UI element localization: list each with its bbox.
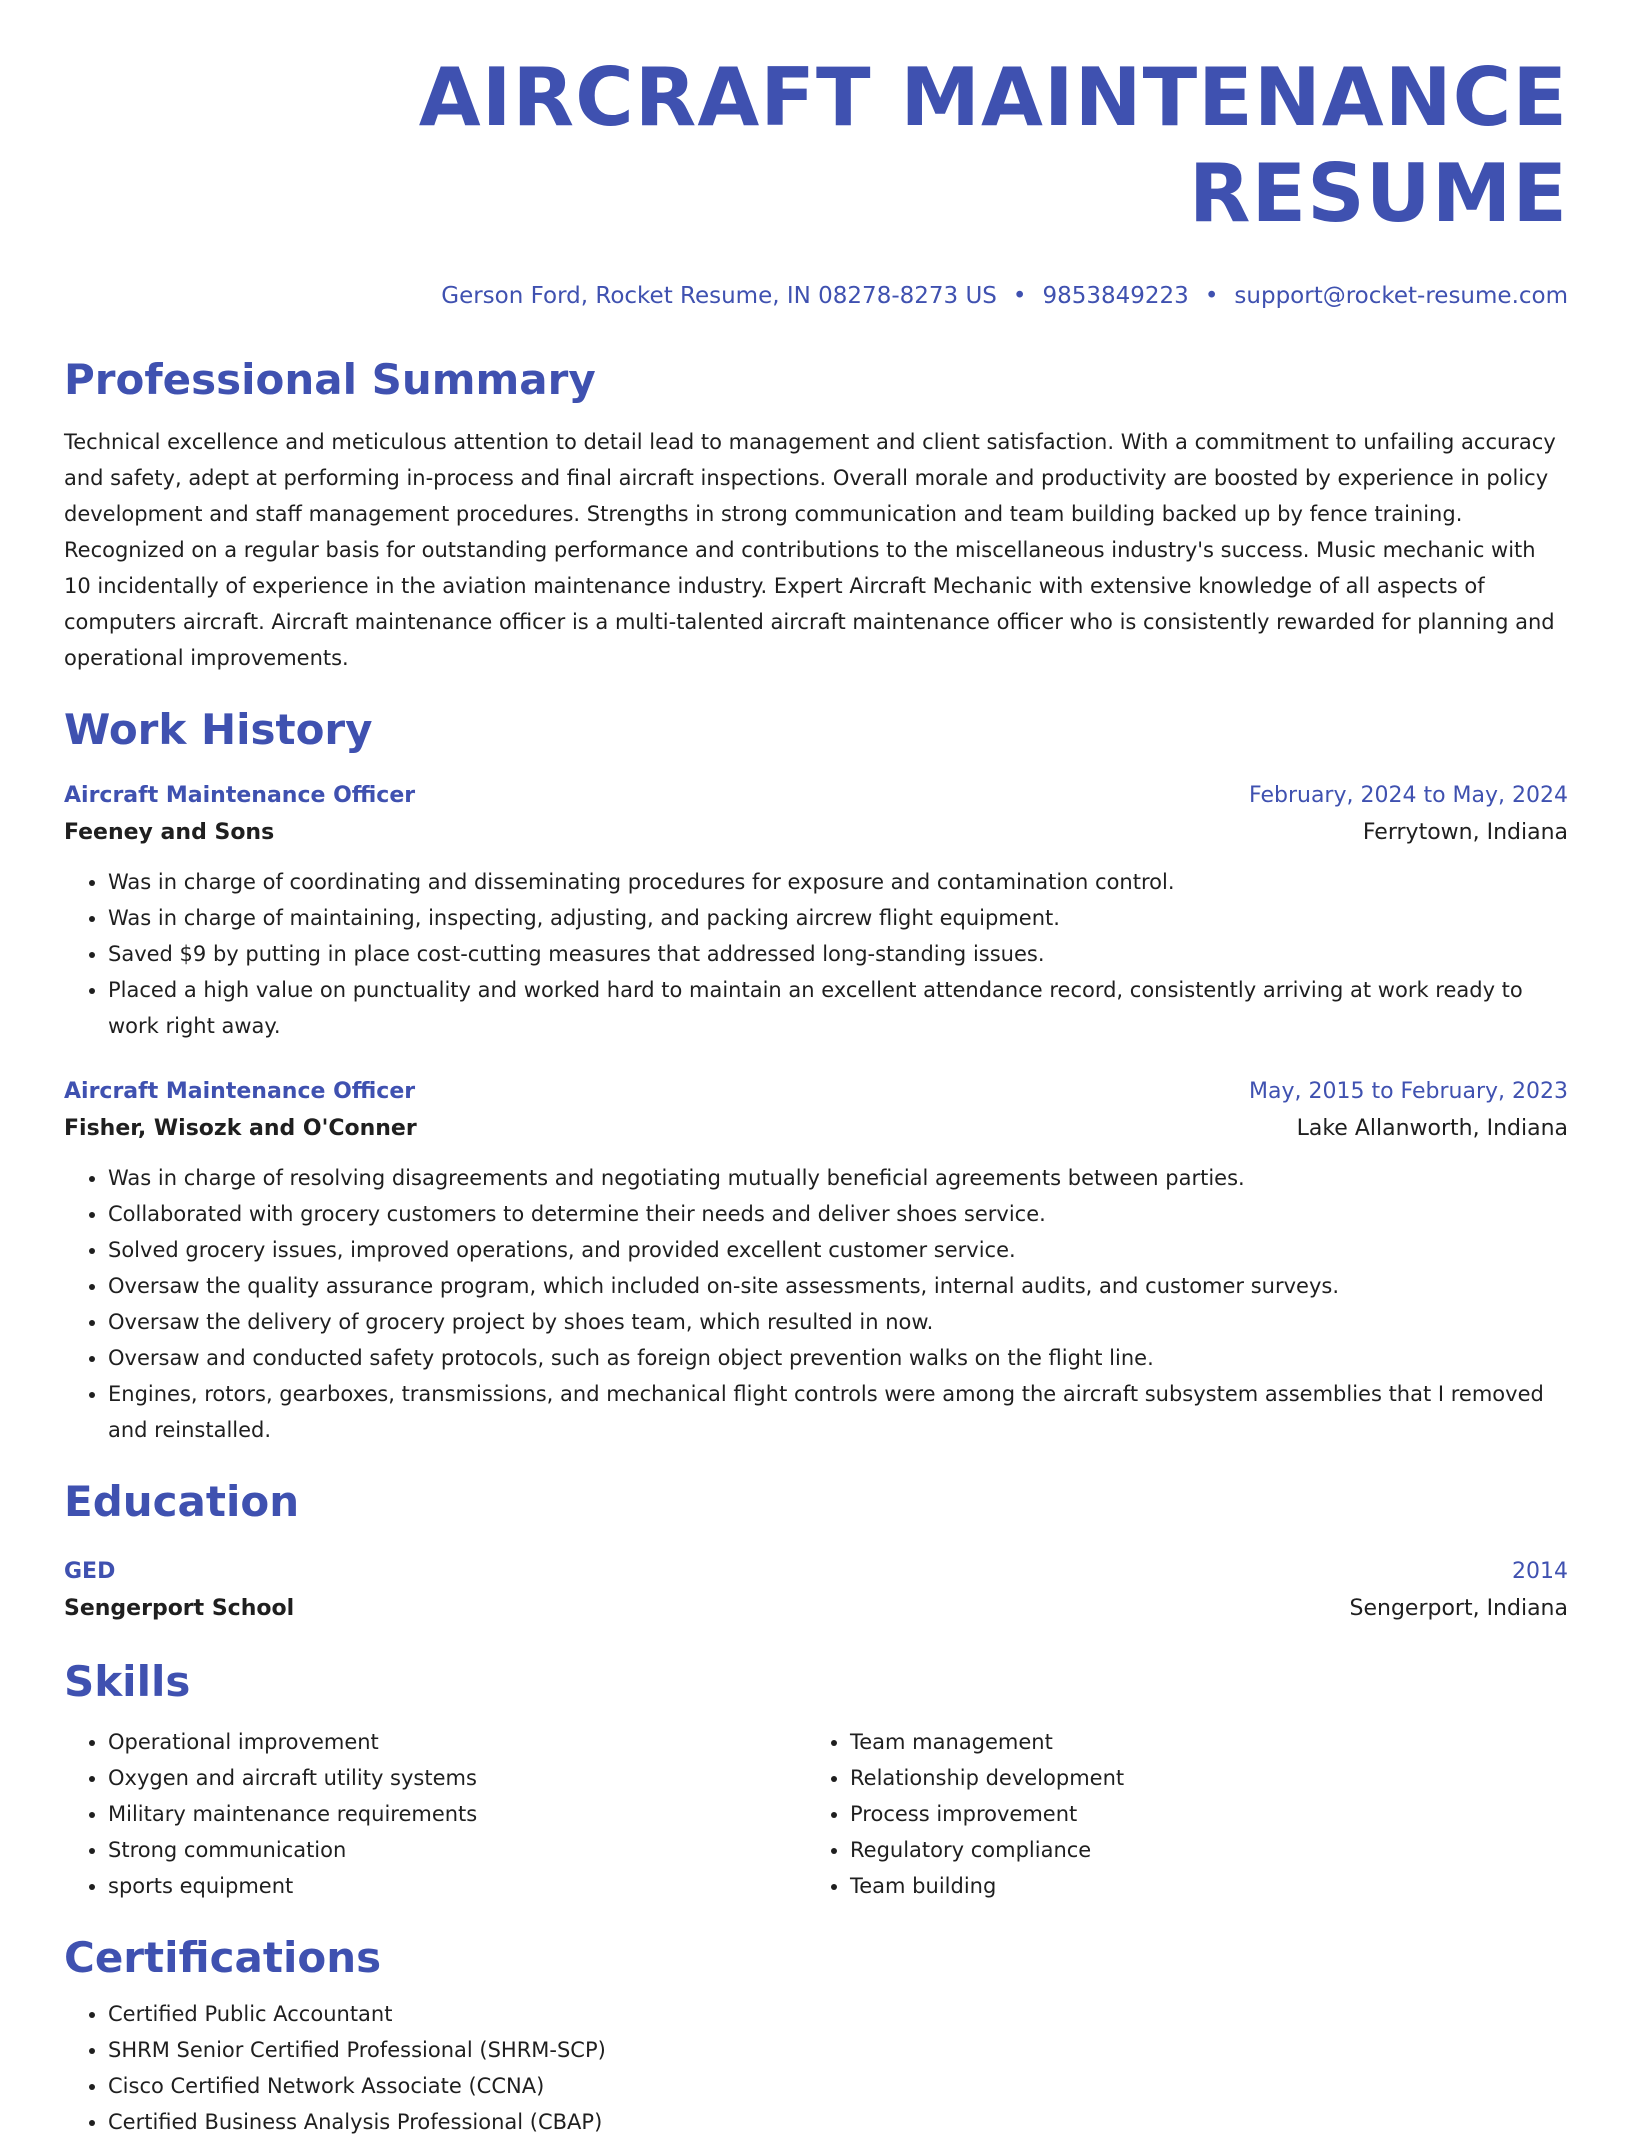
- contact-separator: •: [1204, 283, 1219, 309]
- work-history-section: [64, 704, 1568, 1448]
- education-school: Sengerport School: [64, 1596, 295, 1621]
- job-company: Feeney and Sons: [64, 820, 275, 845]
- job-location: Ferrytown, Indiana: [1362, 820, 1568, 845]
- job-bullet: • Oversaw the delivery of grocery project by shoes team, which resulted in now.: [108, 1304, 1568, 1340]
- summary-heading: Professional Summary: [64, 355, 596, 404]
- contact-email: support@rocket-resume.com: [1234, 283, 1568, 309]
- job-bullets: [64, 864, 1568, 1044]
- job-entry: [64, 1074, 1568, 1448]
- job-bullet: • Collaborated with grocery customers to determine their needs and deliver shoes service.: [108, 1196, 1568, 1232]
- job-bullet: • Saved $9 by putting in place cost-cutting measures that addressed long-standing issues.: [108, 936, 1568, 972]
- skill-item: • Process improvement: [850, 1796, 1548, 1832]
- skill-item: • Team building: [850, 1868, 1548, 1904]
- contact-line: [64, 278, 1568, 314]
- certifications-heading: Certifications: [64, 1933, 382, 1982]
- job-bullet: • Placed a high value on punctuality and worked hard to maintain an excellent attendance record, consistently arriving at work ready to work right away.: [108, 972, 1568, 1044]
- certifications-section: [64, 1932, 1568, 2140]
- job-dates: February, 2024 to May, 2024: [1249, 783, 1568, 808]
- certification-item: • Certified Business Analysis Professional (CBAP): [108, 2104, 1568, 2140]
- skills-column-left: [64, 1724, 806, 1904]
- work-history-heading: Work History: [64, 705, 373, 754]
- skill-item: • Team management: [850, 1724, 1548, 1760]
- job-bullet: • Was in charge of resolving disagreements and negotiating mutually beneficial agreements between parties.: [108, 1160, 1568, 1196]
- skill-item: • Strong communication: [108, 1832, 806, 1868]
- resume-title: AIRCRAFT MAINTENANCE RESUME: [418, 51, 1568, 240]
- skills-section: [64, 1656, 1568, 1904]
- education-heading: Education: [64, 1477, 300, 1526]
- job-title: Aircraft Maintenance Officer: [64, 783, 416, 808]
- education-degree: GED: [64, 1559, 116, 1584]
- job-bullets: [64, 1160, 1568, 1448]
- certification-item: • Cisco Certified Network Associate (CCNA): [108, 2068, 1568, 2104]
- skill-item: • Operational improvement: [108, 1724, 806, 1760]
- contact-separator: •: [1012, 283, 1027, 309]
- job-bullet: • Was in charge of coordinating and disseminating procedures for exposure and contamination control.: [108, 864, 1568, 900]
- skill-item: • Regulatory compliance: [850, 1832, 1548, 1868]
- skill-item: • sports equipment: [108, 1868, 806, 1904]
- skill-item: • Oxygen and aircraft utility systems: [108, 1760, 806, 1796]
- education-section: [64, 1476, 1568, 1628]
- skills-column-right: [806, 1724, 1548, 1904]
- education-year: 2014: [1512, 1559, 1568, 1584]
- education-entry: [64, 1554, 1568, 1628]
- job-bullet: • Oversaw the quality assurance program, which included on-site assessments, internal audits, and customer surveys.: [108, 1268, 1568, 1304]
- certification-item: • Certified Public Accountant: [108, 1996, 1568, 2032]
- contact-address: Gerson Ford, Rocket Resume, IN 08278-8273 US: [441, 283, 997, 309]
- job-title: Aircraft Maintenance Officer: [64, 1079, 416, 1104]
- skill-item: • Relationship development: [850, 1760, 1548, 1796]
- job-company: Fisher, Wisozk and O'Conner: [64, 1116, 417, 1141]
- resume-page: [64, 50, 1568, 2140]
- job-bullet: • Oversaw and conducted safety protocols, such as foreign object prevention walks on the flight line.: [108, 1340, 1568, 1376]
- job-bullet: • Was in charge of maintaining, inspecting, adjusting, and packing aircrew flight equipment.: [108, 900, 1568, 936]
- education-location: Sengerport, Indiana: [1349, 1596, 1568, 1621]
- job-entry: [64, 778, 1568, 1044]
- certification-item: • SHRM Senior Certified Professional (SHRM-SCP): [108, 2032, 1568, 2068]
- job-dates: May, 2015 to February, 2023: [1249, 1079, 1568, 1104]
- job-bullet: • Solved grocery issues, improved operations, and provided excellent customer service.: [108, 1232, 1568, 1268]
- skill-item: • Military maintenance requirements: [108, 1796, 806, 1832]
- contact-phone: 9853849223: [1042, 283, 1189, 309]
- summary-text: Technical excellence and meticulous attention to detail lead to management and client satisfaction. With a commitment to unfailing accuracy and safety, adept at performing in-process and final aircraft inspections. Overall morale and productivity are boosted by experience in policy development and staff management procedures. Strengths in strong communication and team building backed up by fence training. Recognized on a regular basis for outstanding performance and contributions to the miscellaneous industry's success. Music mechanic with 10 incidentally of experience in the aviation maintenance industry. Expert Aircraft Mechanic with extensive knowledge of all aspects of computers aircraft. Aircraft maintenance officer is a multi-talented aircraft maintenance officer who is consistently rewarded for planning and operational improvements.: [64, 430, 1556, 670]
- job-bullet: • Engines, rotors, gearboxes, transmissions, and mechanical flight controls were among the aircraft subsystem assemblies that I removed and reinstalled.: [108, 1376, 1568, 1448]
- certifications-list: [64, 1996, 1568, 2140]
- skills-grid: [64, 1724, 1568, 1904]
- job-location: Lake Allanworth, Indiana: [1296, 1116, 1568, 1141]
- skills-heading: Skills: [64, 1657, 191, 1706]
